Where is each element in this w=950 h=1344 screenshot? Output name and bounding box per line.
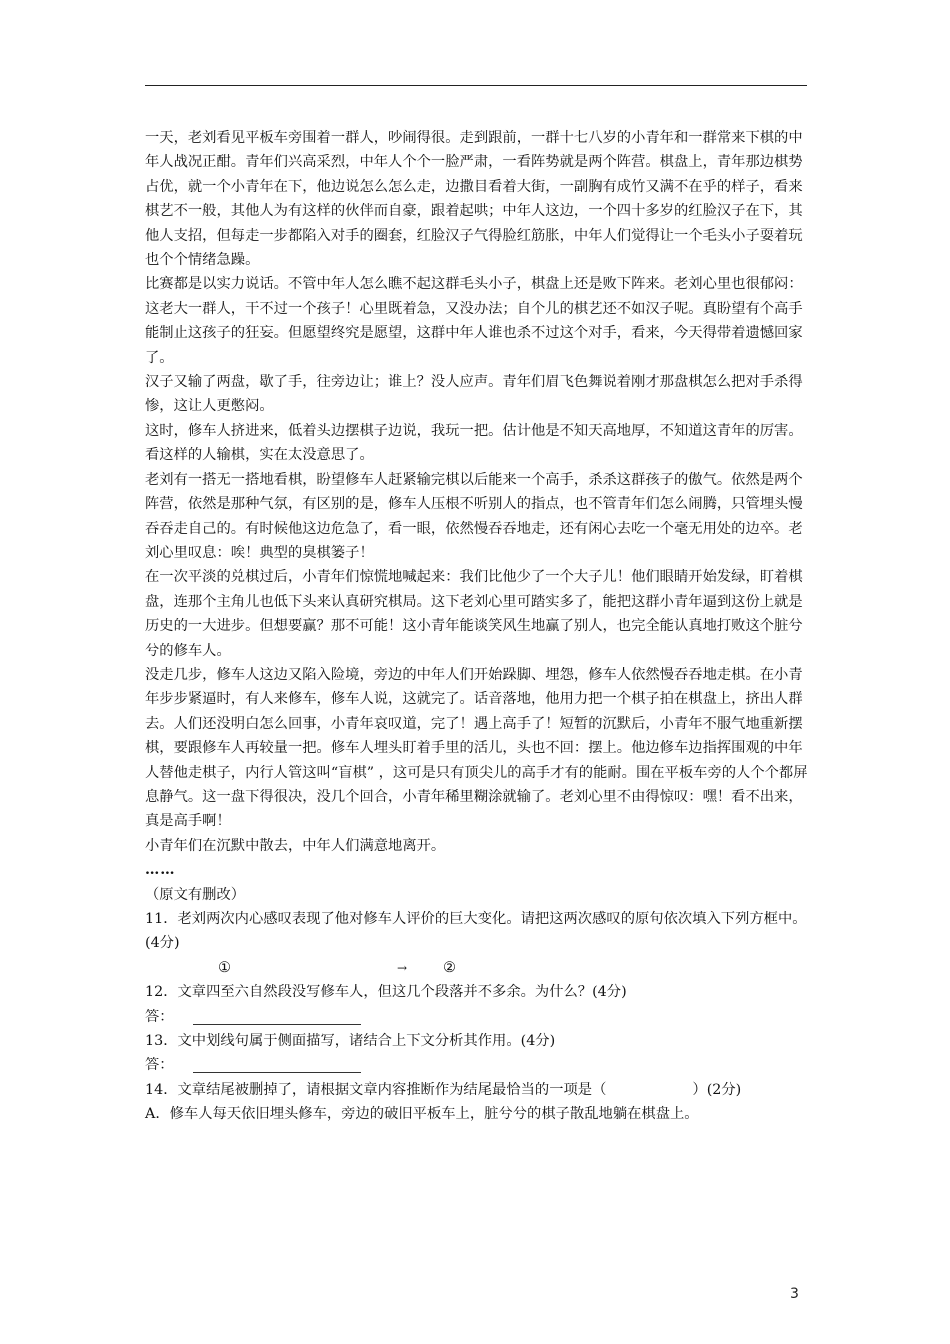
paragraph-7: 没走几步，修车人这边又陷入险境，旁边的中年人们开始跺脚、埋怨，修车人依然慢吞吞地走棋。在小青年步步紧逼时，有人来修车，修车人说，这就完了。话音落地，他用力把一个棋子拍在棋盘上，挤出人群去。人们还没明白怎么回事，小青年哀叹道，完了！遇上高手了！短暂的沉默后，小青年不服气地重新摆棋，要跟修车人再较量一把。修车人埋头盯着手里的活儿，头也不回：摆上。他边修车边指挥围观的中年人替他走棋子，内行人管这叫“盲棋” ，这可是只有顶尖儿的高手才有的能耐。围在平板车旁的人个个都屏息静气。这一盘下得很决，没几个回合，小青年稀里糊涂就输了。老刘心里不由得惊叹：嘿！看不出来，真是高手啊！ — [145, 666, 808, 830]
page-number: 3 — [790, 1286, 799, 1302]
answer-label: 答： — [145, 1057, 174, 1074]
paragraph-6: 在一次平淡的兑棋过后，小青年们惊慌地喊起来：我们比他少了一个大子儿！他们眼睛开始发绿，盯着棋盘，连那个主角儿也低下头来认真研究棋局。这下老刘心里可踏实多了，能把这群小青年逼到这份上就是历史的一大进步。但想要赢？那不可能！这小青年能谈笑风生地赢了别人，也完全能认真地打败这个脏兮兮的修车人。 — [145, 569, 803, 659]
answer-line[interactable] — [193, 1072, 361, 1073]
question-11: 11．老刘两次内心感叹表现了他对修车人评价的巨大变化。请把这两次感叹的原句依次填入下列方框中。(4分) — [145, 911, 807, 952]
answer-line[interactable] — [193, 1024, 361, 1025]
answer-box-2[interactable]: ② — [443, 959, 456, 976]
paragraph-2: 比赛都是以实力说话。不管中年人怎么瞧不起这群毛头小子，棋盘上还是败下阵来。老刘心里也很郁闷：这老大一群人，干不过一个孩子！心里既着急，又没办法；自个儿的棋艺还不如汉子呢。真盼望有个高手能制止这孩子的狂妄。但愿望终究是愿望，这群中年人谁也杀不过这个对手，看来，今天得带着遗憾回家了。 — [145, 276, 803, 366]
document-body — [145, 126, 811, 1127]
question-13: 13．文中划线句属于侧面描写，诸结合上下文分析其作用。(4分) — [145, 1033, 556, 1049]
question-14-text: 14．文章结尾被删掉了，请根据文章内容推断作为结尾最恰当的一项是（ — [145, 1081, 607, 1098]
paragraph-8: 小青年们在沉默中散去，中年人们满意地离开。 — [145, 837, 446, 854]
question-14 — [145, 1078, 811, 1102]
answer-row-12 — [145, 1005, 811, 1029]
answer-box-1[interactable]: ① — [218, 959, 231, 976]
answer-label: 答： — [145, 1008, 174, 1025]
option-a: A．修车人每天依旧埋头修车，旁边的破旧平板车上，脏兮兮的棋子散乱地躺在棋盘上。 — [145, 1106, 699, 1123]
paragraph-3: 汉子又输了两盘，歇了手，往旁边让；谁上？没人应声。青年们眉飞色舞说着刚才那盘棋怎么把对手杀得惨，这让人更憋闷。 — [145, 374, 803, 415]
answer-row-13 — [145, 1053, 811, 1077]
ellipsis: …… — [145, 862, 176, 879]
question-12: 12．文章四至六自然段没写修车人，但这几个段落并不多余。为什么？(4分) — [145, 984, 627, 1001]
arrow-icon: → — [397, 960, 408, 975]
paragraph-1: 一天，老刘看见平板车旁围着一群人，吵闹得很。走到跟前，一群十七八岁的小青年和一群常来下棋的中年人战况正酣。青年们兴高采烈，中年人个个一脸严肃，一看阵势就是两个阵营。棋盘上，青年那边棋势占优，就一个小青年在下，他边说怎么怎么走，边撒目看着大街，一副胸有成竹又满不在乎的样子，看来棋艺不一般，其他人为有这样的伙伴而自豪，跟着起哄；中年人这边，一个四十多岁的红脸汉子在下，其他人支招，但每走一步都陷入对手的圈套，红脸汉子气得脸红筋胀，中年人们觉得让一个毛头小子耍着玩也个个情绪急躁。 — [145, 130, 803, 269]
paragraph-5: 老刘有一搭无一搭地看棋，盼望修车人赶紧输完棋以后能来一个高手，杀杀这群孩子的傲气。依然是两个阵营，依然是那种气氛，有区别的是，修车人压根不听别人的指点，也不管青年们怎么闹腾，只管埋头慢吞吞走自己的。有时候他这边危急了，看一眼，依然慢吞吞地走，还有闲心去吃一个毫无用处的边卒。老刘心里叹息：唉！典型的臭棋篓子！ — [145, 471, 803, 561]
paragraph-4: 这时，修车人挤进来，低着头边摆棋子边说，我玩一把。估计他是不知天高地厚，不知道这青年的厉害。看这样的人输棋，实在太没意思了。 — [145, 422, 803, 464]
question-14-score: ）(2分) — [692, 1081, 742, 1098]
answer-boxes — [145, 956, 811, 980]
header-rule — [145, 85, 807, 86]
source-note: （原文有删改） — [145, 886, 246, 903]
